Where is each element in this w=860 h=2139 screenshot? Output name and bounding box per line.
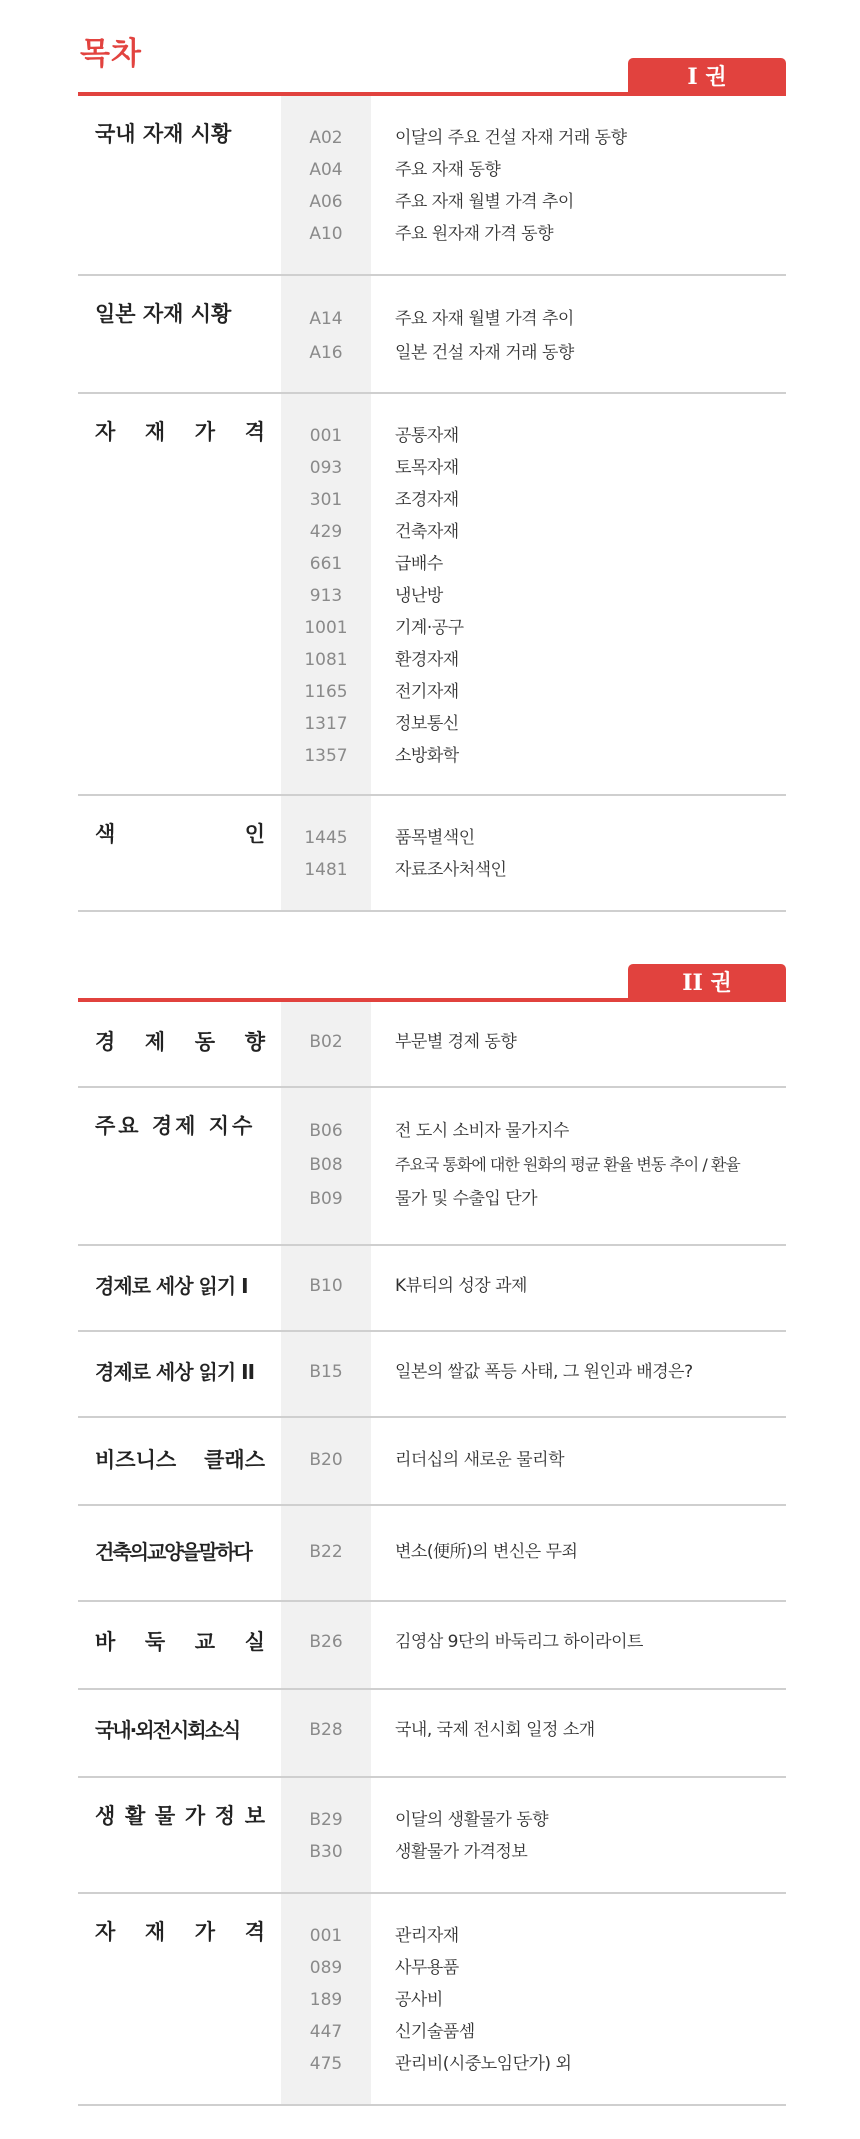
page-number: 475 <box>309 2054 343 2074</box>
page-number: 189 <box>309 1990 343 2010</box>
page-number: B09 <box>309 1189 343 1209</box>
section-title: 경제로 세상 읽기 I <box>95 1274 248 1298</box>
page-number: 001 <box>309 1926 343 1946</box>
page-number: 001 <box>309 426 343 446</box>
page-number: B26 <box>309 1632 343 1652</box>
page-number: A14 <box>309 309 343 329</box>
toc-entry[interactable]: 전 도시 소비자 물가지수 <box>395 1121 569 1141</box>
toc-entry[interactable]: 기계·공구 <box>395 618 464 638</box>
toc-section <box>78 1778 786 1894</box>
section-title: 색 인 <box>95 822 265 846</box>
toc-entry[interactable]: 변소(便所)의 변신은 무죄 <box>395 1542 578 1562</box>
section-title: 비즈니스 클래스 <box>95 1448 265 1472</box>
page-number: 1081 <box>304 650 348 670</box>
toc-section <box>78 394 786 796</box>
page-number: 089 <box>309 1958 343 1978</box>
toc-section <box>78 1246 786 1332</box>
toc-entry[interactable]: 관리자재 <box>395 1926 459 1946</box>
page-number: B20 <box>309 1450 343 1470</box>
toc-section <box>78 1002 786 1088</box>
toc-entry[interactable]: 공사비 <box>395 1990 443 2010</box>
page-number: 1001 <box>304 618 348 638</box>
page-number: A04 <box>309 160 343 180</box>
toc-entry[interactable]: 주요 자재 동향 <box>395 160 501 180</box>
section-title: 국내·외전시회소식 <box>95 1718 240 1742</box>
section-title: 생 활 물 가 정 보 <box>95 1804 265 1828</box>
page-number: A16 <box>309 343 343 363</box>
toc-entry[interactable]: 일본 건설 자재 거래 동향 <box>395 343 574 363</box>
toc-entry[interactable]: 일본의 쌀값 폭등 사태, 그 원인과 배경은? <box>395 1362 693 1382</box>
page-number: 447 <box>309 2022 343 2042</box>
section-title: 주요 경제 지수 <box>95 1114 256 1138</box>
toc-section <box>78 1088 786 1246</box>
toc-section <box>78 1418 786 1506</box>
toc-section <box>78 1506 786 1602</box>
page-number: 093 <box>309 458 343 478</box>
page-number: B10 <box>309 1276 343 1296</box>
page-number: B02 <box>309 1032 343 1052</box>
page-number: A06 <box>309 192 343 212</box>
toc-entry[interactable]: 생활물가 가격정보 <box>395 1842 528 1862</box>
volume-2 <box>78 964 786 2106</box>
page-number: 913 <box>309 586 343 606</box>
page-number: B15 <box>309 1362 343 1382</box>
page-number: 1481 <box>304 860 348 880</box>
page-number: B22 <box>309 1542 343 1562</box>
toc-entry[interactable]: 김영삼 9단의 바둑리그 하이라이트 <box>395 1632 643 1652</box>
toc-entry[interactable]: 이달의 주요 건설 자재 거래 동향 <box>395 128 627 148</box>
toc-entry[interactable]: 토목자재 <box>395 458 459 478</box>
toc-entry[interactable]: 이달의 생활물가 동향 <box>395 1810 549 1830</box>
section-title: 일본 자재 시황 <box>95 302 232 326</box>
toc-entry[interactable]: 물가 및 수출입 단가 <box>395 1189 538 1209</box>
toc-entry[interactable]: 주요국 통화에 대한 원화의 평균 환율 변동 추이 / 환율 <box>395 1155 740 1174</box>
section-title: 자 재 가 격 <box>95 1920 265 1944</box>
page-number: 1165 <box>304 682 348 702</box>
toc-entry[interactable]: 공통자재 <box>395 426 459 446</box>
toc-section <box>78 1894 786 2106</box>
toc-entry[interactable]: 급배수 <box>395 554 443 574</box>
toc-entry[interactable]: 주요 자재 월별 가격 추이 <box>395 192 574 212</box>
toc-entry[interactable]: 국내, 국제 전시회 일정 소개 <box>395 1720 595 1740</box>
toc-entry[interactable]: 신기술품셈 <box>395 2022 475 2042</box>
section-title: 건축의교양을말하다 <box>95 1540 251 1564</box>
toc-section <box>78 276 786 394</box>
section-title: 자 재 가 격 <box>95 420 265 444</box>
toc-entry[interactable]: 전기자재 <box>395 682 459 702</box>
toc-entry[interactable]: 주요 자재 월별 가격 추이 <box>395 309 574 329</box>
section-title: 국내 자재 시황 <box>95 122 232 146</box>
toc-entry[interactable]: 환경자재 <box>395 650 459 670</box>
page-number: B28 <box>309 1720 343 1740</box>
page-number: 429 <box>309 522 343 542</box>
toc-entry[interactable]: 자료조사처색인 <box>395 860 507 880</box>
toc-section <box>78 1690 786 1778</box>
toc-entry[interactable]: 관리비(시중노임단가) 외 <box>395 2054 572 2074</box>
volume-1 <box>78 58 786 912</box>
toc-entry[interactable]: K뷰티의 성장 과제 <box>395 1276 527 1296</box>
toc-section <box>78 796 786 912</box>
page-number: B08 <box>309 1155 343 1175</box>
page-number: A10 <box>309 224 343 244</box>
section-title: 경제로 세상 읽기 II <box>95 1360 255 1384</box>
page-number: 661 <box>309 554 343 574</box>
toc-section <box>78 96 786 276</box>
toc-entry[interactable]: 부문별 경제 동향 <box>395 1032 517 1052</box>
toc-entry[interactable]: 조경자재 <box>395 490 459 510</box>
page-number: A02 <box>309 128 343 148</box>
page-number: B30 <box>309 1842 343 1862</box>
page-number: 1317 <box>304 714 348 734</box>
toc-entry[interactable]: 주요 원자재 가격 동향 <box>395 224 554 244</box>
section-title: 바 둑 교 실 <box>95 1630 265 1654</box>
page-number: B29 <box>309 1810 343 1830</box>
page-title: 목차 <box>80 36 142 72</box>
toc-entry[interactable]: 사무용품 <box>395 1958 459 1978</box>
page-number: 1445 <box>304 828 348 848</box>
toc-section <box>78 1332 786 1418</box>
toc-section <box>78 1602 786 1690</box>
toc-entry[interactable]: 건축자재 <box>395 522 459 542</box>
toc-entry[interactable]: 소방화학 <box>395 746 459 766</box>
page-number: 301 <box>309 490 343 510</box>
page-number: 1357 <box>304 746 348 766</box>
toc-entry[interactable]: 품목별색인 <box>395 828 475 848</box>
toc-entry[interactable]: 정보통신 <box>395 714 459 734</box>
toc-entry[interactable]: 리더십의 새로운 물리학 <box>395 1450 565 1470</box>
section-title: 경 제 동 향 <box>95 1030 265 1054</box>
page-number: B06 <box>309 1121 343 1141</box>
volume-tab: I 권 <box>628 58 786 92</box>
volume-tab: II 권 <box>628 964 786 998</box>
toc-entry[interactable]: 냉난방 <box>395 586 443 606</box>
